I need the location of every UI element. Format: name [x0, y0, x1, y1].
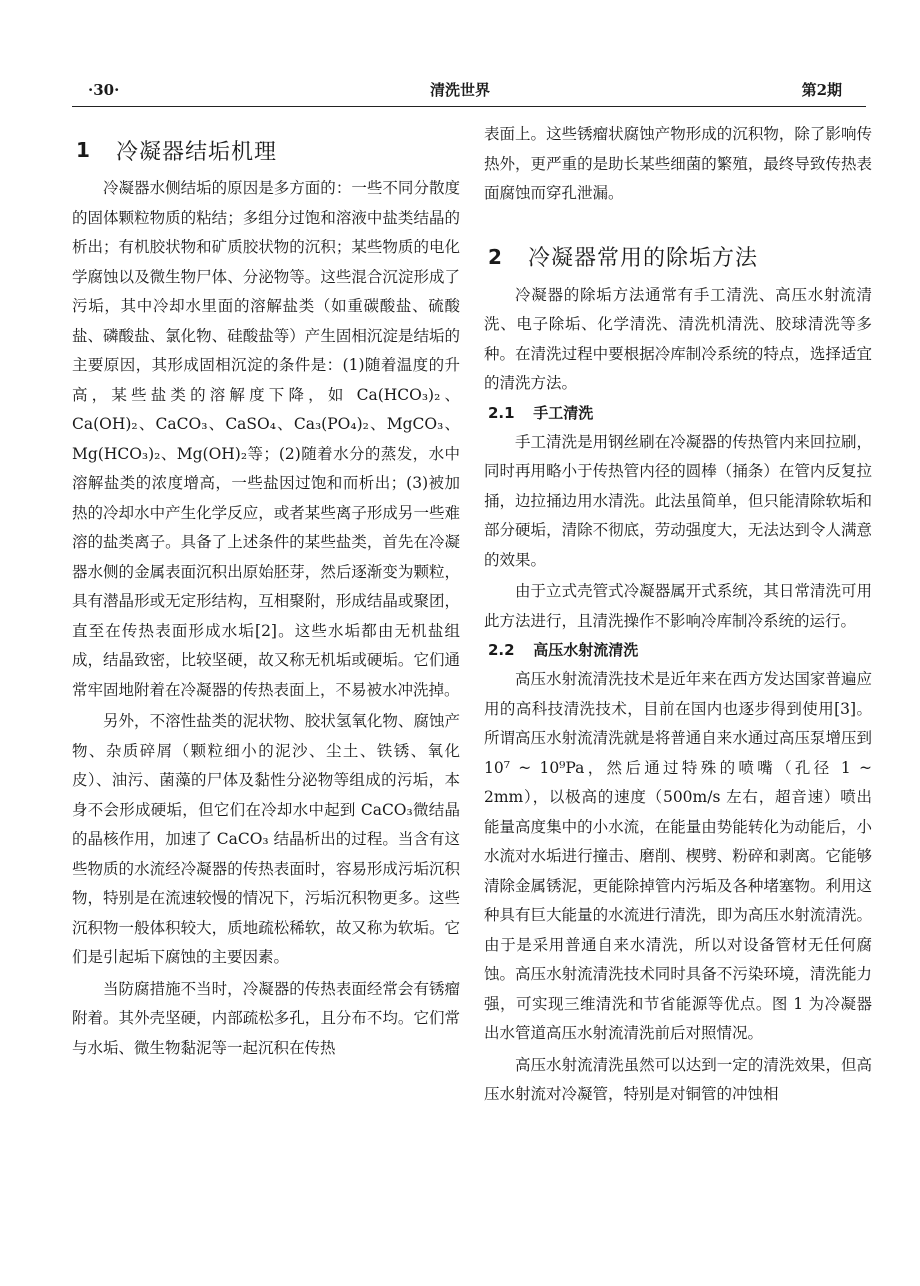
subsection-2-2-number: 2.2: [488, 641, 515, 659]
subsection-2-1-heading: [488, 399, 872, 428]
subsection-2-2-heading: [488, 636, 872, 665]
subsection-2-1-paragraph-1: 手工清洗是用钢丝刷在冷凝器的传热管内来回拉刷，同时再用略小于传热管内径的圆棒（捅条）在管内反复拉捅，边拉捅边用水清洗。此法虽简单，但只能清除软垢和部分硬垢，清除不彻底，劳动强度大，无法达到令人满意的效果。: [484, 432, 872, 569]
subsection-2-1-number: 2.1: [488, 403, 515, 422]
journal-title: 清洗世界: [429, 81, 490, 99]
section-1-paragraph-2: 另外，不溶性盐类的泥状物、胶状氢氧化物、腐蚀产物、杂质碎屑（颗粒细小的泥沙、尘土、铁锈、氧化皮）、油污、菌藻的尸体及黏性分泌物等组成的污垢，本身不会形成硬垢，但它们在冷却水中起到 CaCO₃微结晶的晶核作用，加速了 CaCO₃ 结晶析出的过程。当含有这些物质的水流经冷凝器的传热表面时，容易形成污垢沉积物，特别是在流速较慢的情况下，污垢沉积物更多。这些沉积物一般体积较大，质地疏松稀软，故又称为软垢。它们是引起垢下腐蚀的主要因素。: [72, 712, 460, 966]
section-2-number: 2: [488, 244, 503, 269]
header-rule: [72, 106, 866, 107]
section-1-paragraph-3-continued: 表面上。这些锈瘤状腐蚀产物形成的沉积物，除了影响传热外，更严重的是助长某些细菌的繁殖，最终导致传热表面腐蚀而穿孔泄漏。: [484, 125, 872, 202]
section-1-number: 1: [76, 138, 91, 162]
subsection-2-2-title: 高压水射流清洗: [533, 641, 639, 659]
subsection-2-2-paragraph-1: 高压水射流清洗技术是近年来在西方发达国家普遍应用的高科技清洗技术，目前在国内也逐步得到使用[3]。所谓高压水射流清洗就是将普通自来水通过高压泵增压到 10⁷ ~ 10⁹Pa，然后通过特殊的喷嘴（孔径 1 ~ 2mm），以极高的速度（500m/s 左右，超音速）喷出能量高度集中的小水流，在能量由势能转化为动能后，小水流对水垢进行撞击、磨削、楔劈、粉碎和剥离。它能够清除金属锈泥，更能除掉管内污垢及各种堵塞物。利用这种具有巨大能量的水流进行清洗，即为高压水射流清洗。由于是采用普通自来水清洗，所以对设备管材无任何腐蚀。高压水射流清洗技术同时具备不污染环境，清洗能力强，可实现三维清洗和节省能源等优点。图 1 为冷凝器出水管道高压水射流清洗前后对照情况。: [484, 670, 872, 1042]
section-1-heading: [72, 130, 460, 170]
section-1-paragraph-3: 当防腐措施不当时，冷凝器的传热表面经常会有锈瘤附着。其外壳坚硬，内部疏松多孔，且分布不均。它们常与水垢、微生物黏泥等一起沉积在传热: [72, 979, 460, 1057]
subsection-2-1-title: 手工清洗: [533, 403, 594, 422]
subsection-2-1-paragraph-2: 由于立式壳管式冷凝器属开式系统，其日常清洗可用此方法进行，且清洗操作不影响冷库制冷系统的运行。: [484, 582, 872, 630]
section-1-paragraph-1: 冷凝器水侧结垢的原因是多方面的：一些不同分散度的固体颗粒物质的粘结；多组分过饱和溶液中盐类结晶的析出；有机胶状物和矿质胶状物的沉积；某些物质的电化学腐蚀以及微生物尸体、分泌物等。这些混合沉淀形成了污垢，其中冷却水里面的溶解盐类（如重碳酸盐、硫酸盐、磷酸盐、氯化物、硅酸盐等）产生固相沉淀是结垢的主要原因，其形成固相沉淀的条件是：(1)随着温度的升高，某些盐类的溶解度下降，如 Ca(HCO₃)₂、Ca(OH)₂、CaCO₃、CaSO₄、Ca₃(PO₄)₂、MgCO₃、Mg(HCO₃)₂、Mg(OH)₂等；(2)随着水分的蒸发，水中溶解盐类的浓度增高，一些盐因过饱和而析出；(3)被加热的冷却水中产生化学反应，或者某些离子形成另一些难溶的盐类离子。具备了上述条件的某些盐类，首先在冷凝器水侧的金属表面沉积出原始胚芽，然后逐渐变为颗粒，具有潜晶形或无定形结构，互相聚附，形成结晶或聚团，直至在传热表面形成水垢[2]。这些水垢都由无机盐组成，结晶致密，比较坚硬，故又称无机垢或硬垢。它们通常牢固地附着在冷凝器的传热表面上，不易被水冲洗掉。: [72, 179, 460, 699]
right-column: [484, 120, 872, 1110]
section-2-intro: 冷凝器的除垢方法通常有手工清洗、高压水射流清洗、电子除垢、化学清洗、清洗机清洗、胶球清洗等多种。在清洗过程中要根据冷库制冷系统的特点，选择适宜的清洗方法。: [484, 285, 872, 392]
left-column: [72, 120, 460, 1063]
section-2-title: 冷凝器常用的除垢方法: [528, 246, 759, 271]
issue-number: 第2期: [801, 81, 842, 99]
section-2-heading: [484, 237, 872, 277]
subsection-2-2-paragraph-2: 高压水射流清洗虽然可以达到一定的清洗效果，但高压水射流对冷凝管，特别是对铜管的冲蚀相: [484, 1055, 872, 1103]
page-number: ·30·: [88, 81, 120, 99]
section-1-title: 冷凝器结垢机理: [116, 139, 278, 165]
